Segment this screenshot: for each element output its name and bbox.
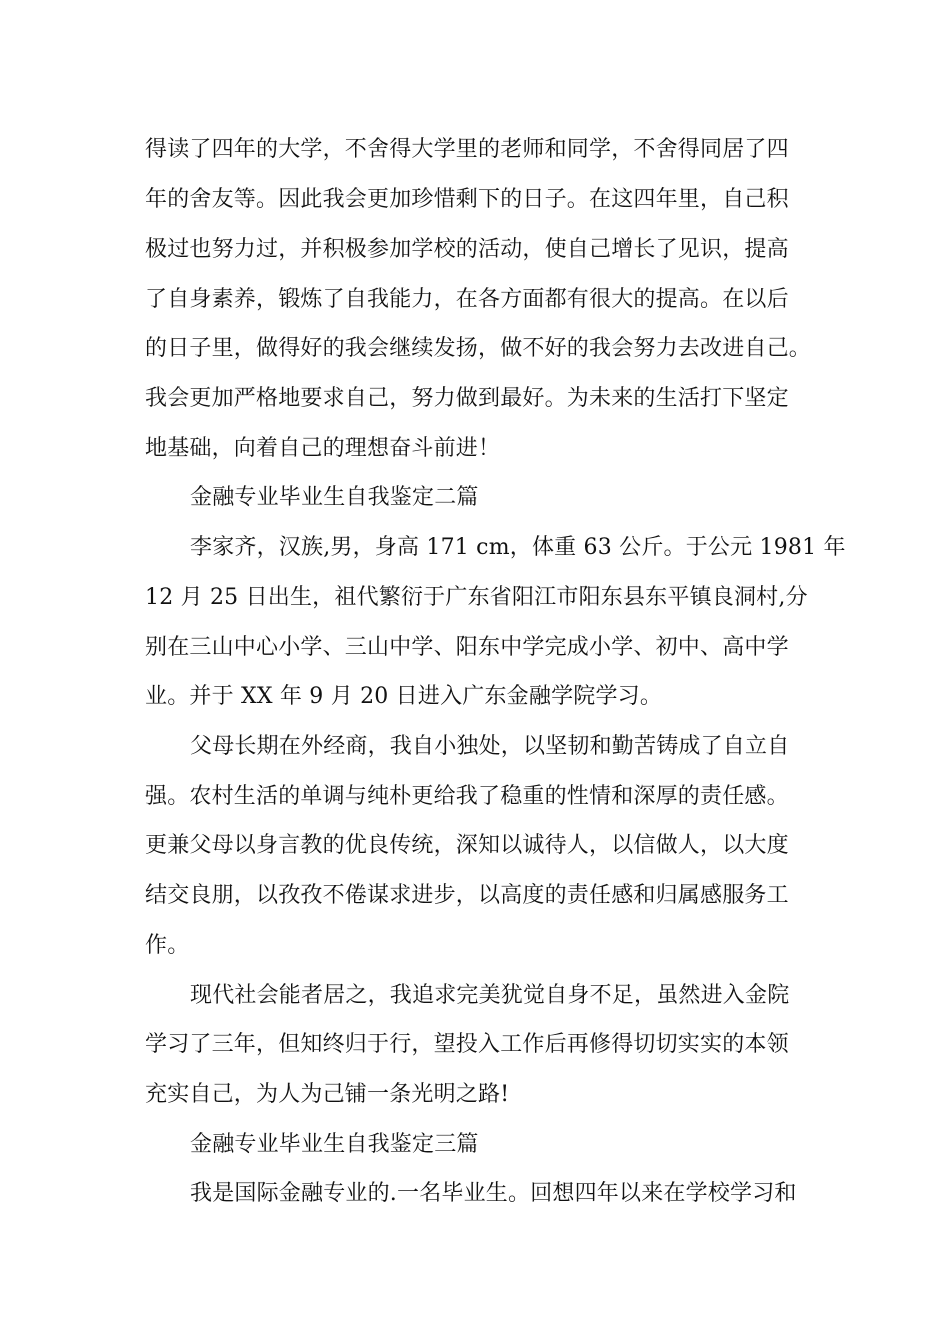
paragraph-line: 我是国际金融专业的.一名毕业生。回想四年以来在学校学习和 [190, 1181, 797, 1206]
paragraph-line: 充实自己，为人为己铺一条光明之路! [145, 1082, 510, 1107]
paragraph-line: 结交良朋，以孜孜不倦谋求进步，以高度的责任感和归属感服务工 [145, 883, 789, 908]
paragraph-line: 极过也努力过，并积极参加学校的活动，使自己增长了见识，提高 [145, 237, 789, 262]
paragraph-line: 业。并于 XX 年 9 月 20 日进入广东金融学院学习。 [145, 684, 663, 709]
paragraph-line: 地基础，向着自己的理想奋斗前进！ [145, 436, 501, 461]
paragraph-line: 强。农村生活的单调与纯朴更给我了稳重的性情和深厚的责任感。 [145, 784, 789, 809]
paragraph-line: 得读了四年的大学，不舍得大学里的老师和同学，不舍得同居了四 [145, 137, 789, 162]
paragraph-line: 学习了三年，但知终归于行，望投入工作后再修得切切实实的本领 [145, 1032, 789, 1057]
paragraph-line: 12 月 25 日出生，祖代繁衍于广东省阳江市阳东县东平镇良洞村,分 [145, 585, 808, 610]
paragraph-line: 现代社会能者居之，我追求完美犹觉自身不足，虽然进入金院 [190, 983, 790, 1008]
paragraph-line: 的日子里，做得好的我会继续发扬，做不好的我会努力去改进自己。 [145, 336, 812, 361]
paragraph-line: 更兼父母以身言教的优良传统，深知以诚待人，以信做人，以大度 [145, 833, 789, 858]
section-heading: 金融专业毕业生自我鉴定二篇 [190, 485, 479, 510]
paragraph-line: 别在三山中心小学、三山中学、阳东中学完成小学、初中、高中学 [145, 635, 789, 660]
paragraph-line: 年的舍友等。因此我会更加珍惜剩下的日子。在这四年里，自己积 [145, 187, 789, 212]
paragraph-line: 父母长期在外经商，我自小独处，以坚韧和勤苦铸成了自立自 [190, 734, 790, 759]
paragraph-line: 作。 [145, 933, 190, 958]
paragraph-line: 李家齐，汉族,男，身高 171 cm，体重 63 公斤。于公元 1981 年 [190, 535, 846, 560]
section-heading: 金融专业毕业生自我鉴定三篇 [190, 1132, 479, 1157]
paragraph-line: 了自身素养，锻炼了自我能力，在各方面都有很大的提高。在以后 [145, 287, 789, 312]
paragraph-line: 我会更加严格地要求自己，努力做到最好。为未来的生活打下坚定 [145, 386, 789, 411]
